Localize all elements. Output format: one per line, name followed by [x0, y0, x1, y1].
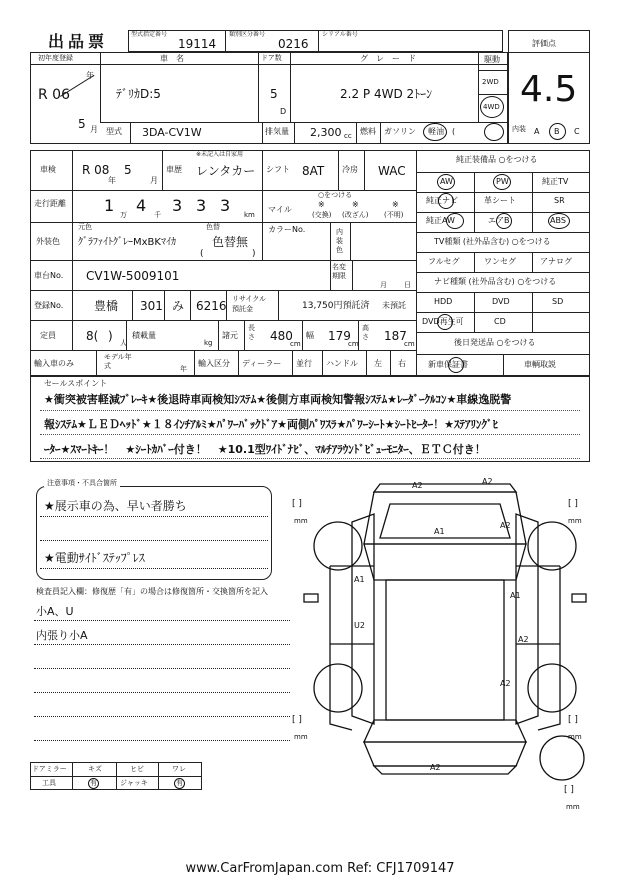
damage-a2-front-left: A2 [412, 481, 423, 490]
legend-scratch: キズ [88, 765, 102, 773]
interior-c: C [574, 127, 580, 136]
mileage-tamper: (改ざん) [342, 211, 369, 219]
fuel-gasoline: ガソリン [384, 127, 416, 136]
damage-a2-right-rear: A2 [500, 679, 511, 688]
navi-sd: SD [552, 297, 564, 306]
navi-dvd-player-circle [437, 314, 453, 330]
reg-class: 301 [140, 299, 163, 313]
inspection-year-unit: 年 [108, 176, 116, 185]
score-label: 評価点 [532, 39, 556, 48]
navi-dvd: DVD [492, 297, 510, 306]
mileage-circle-note: ○をつける [318, 191, 353, 199]
legend-tools-present: 有 [90, 779, 97, 787]
color-change-value: 色替無 [212, 235, 249, 249]
navi-hdd: HDD [434, 297, 453, 306]
length-label: 長さ [248, 324, 255, 341]
equip-abs: ABS [550, 216, 566, 225]
damage-a2-rear-bumper: A2 [430, 763, 441, 772]
door-count: 5 [270, 87, 278, 101]
grade-value: 2.2 P 4WD 2ﾄｰﾝ [340, 87, 433, 101]
recycle-label: リサイクル預託金 [232, 295, 267, 313]
displacement-label: 排気量 [265, 127, 289, 136]
reg-kana: み [172, 299, 185, 313]
diagram-rear-glass [364, 720, 526, 742]
docs-warranty-circle [448, 357, 464, 373]
equip-airbag-circle [496, 213, 512, 229]
sales-label: セールスポイント [44, 379, 108, 388]
sales-line-3: ｰﾀｰ★ｽﾏｰﾄｷｰ！ ★ｼｰﾄｶﾊﾞｰ付き！ ★10.1型ﾜｲﾄﾞﾅﾋﾞ、ﾏﾙﾁｱﾗｳﾝﾄﾞﾋﾞｭｰﾓﾆﾀｰ、ＥＴＣ付き！ [44, 443, 486, 456]
model-code: 3DA-CV1W [142, 126, 202, 139]
equip-navi-circle [438, 193, 454, 209]
import-type-label: 輸入区分 [198, 359, 230, 368]
model-year-unit: 年 [180, 365, 187, 373]
reg-label: 登録No. [34, 301, 64, 310]
tread-fl-mm: mm [294, 517, 308, 525]
drive-2wd: 2WD [482, 78, 499, 86]
tv-oneseg: ワンセグ [484, 257, 516, 266]
shift-value: 8AT [302, 164, 325, 178]
fuel-paren: ( [452, 127, 456, 136]
import-label: 輸入車のみ [34, 359, 74, 368]
tv-type-title: TV種類 (社外品含む) ○をつける [434, 237, 551, 246]
serial-label: シリアル番号 [322, 31, 358, 38]
diagram-windshield [364, 544, 526, 580]
tv-analog: アナログ [540, 257, 572, 266]
diagram-hood [364, 492, 526, 544]
reg-city: 豊橋 [94, 299, 119, 313]
fuel-diesel-circle [423, 123, 447, 141]
sales-line-2: 報ｼｽﾃﾑ★ＬＥＤﾍｯﾄﾞ★１８ｲﾝﾁｱﾙﾐ★ﾊﾟﾜｰﾊﾞｯｸﾄﾞｱ★両側ﾊﾟﾜｽﾗ★ﾊﾟﾜｰｼｰﾄ★ｼｰﾄﾋｰﾀｰ！★ｽﾃｱﾘﾝｸﾞﾋ [44, 418, 499, 431]
name-change-label: 名変期限 [332, 263, 346, 280]
capacity-value: 8( [86, 329, 99, 343]
legend-jack-circle [174, 778, 185, 789]
color-paren-right: ) [252, 249, 256, 259]
door-type: D [280, 107, 287, 116]
legend-broken: ワレ [172, 765, 186, 773]
width-label: 幅 [306, 331, 314, 340]
sales-line-1: ★衝突被害軽減ﾌﾞﾚｰｷ★後退時車両検知ｼｽﾃﾑ★後側方車両検知警報ｼｽﾃﾑ★ﾚｰﾀﾞｰｸﾙｺﾝ★車線逸脱警 [44, 393, 512, 406]
inspector-line-1: 小A、U [36, 605, 74, 618]
inspection-label: 車検 [40, 165, 56, 174]
legend-jack: ジャッキ [120, 779, 148, 787]
color-label: 外装色 [36, 237, 60, 246]
tread-rr-mm: mm [568, 733, 582, 741]
inspector-label: 検査員記入欄：修復歴「有」の場合は修復箇所・交換箇所を記入 [36, 587, 268, 596]
docs-manual: 車輌取説 [524, 360, 556, 369]
height-value: 187 [384, 329, 407, 343]
damage-a1-hood: A1 [434, 527, 445, 536]
orig-color-label: 元色 [78, 223, 92, 231]
diagram-roof [386, 580, 504, 720]
diagram-spare-tire [540, 733, 584, 780]
drive-4wd: 4WD [483, 103, 500, 111]
navi-cd: CD [494, 317, 506, 326]
color-change-label: 色替 [206, 223, 220, 231]
first-reg-month: 5 [78, 117, 86, 131]
car-name-label: 車 名 [160, 54, 184, 63]
capacity-label: 定員 [40, 331, 56, 340]
notes-line-1: ★展示車の為、早い者勝ち [44, 499, 187, 513]
equip-leather: 革シート [484, 196, 516, 205]
damage-a1-right: A1 [510, 591, 521, 600]
tread-rl-mm: mm [294, 733, 308, 741]
length-cm: cm [290, 340, 301, 348]
diagram-right-front-fender [516, 514, 538, 724]
displacement-unit: cc [344, 132, 352, 140]
diagram-hood-inner [380, 504, 510, 538]
equip-navi: 純正ナビ [426, 196, 458, 205]
equip-aw2: 純正AW [426, 216, 455, 225]
damage-a2-right-front: A2 [500, 521, 511, 530]
equip-abs-circle [548, 213, 570, 229]
sheet-title: 出品票 [48, 32, 109, 51]
navi-dvd-player: DVD再生可 [422, 317, 464, 326]
self-use-note: ※未記入は自家用 [196, 151, 244, 158]
category-number: 0216 [278, 37, 309, 51]
interior-b: B [554, 127, 560, 136]
name-change-month: 月 [380, 281, 387, 289]
legend-tools: 工具 [42, 779, 56, 787]
ac-label: 冷房 [342, 165, 358, 174]
damage-a2-front-right: A2 [482, 477, 493, 486]
diagram-left-side [330, 566, 352, 730]
usage-value: レンタカー [196, 164, 256, 178]
damage-u2-left: U2 [354, 621, 365, 630]
first-reg-year-unit: 年 [86, 71, 94, 80]
interior-a: A [534, 127, 540, 136]
fuel-diesel: 軽油 [428, 127, 444, 136]
handle-label: ハンドル [326, 359, 358, 368]
tread-rl-bracket: [ ] [292, 715, 302, 725]
height-label: 高さ [362, 324, 369, 341]
recycle-amount: 13,750円預託済 [302, 301, 370, 311]
diagram-left-front-fender [352, 514, 374, 724]
mileage-label: 走行距離 [34, 199, 66, 208]
mileage-unknown: (不明) [384, 211, 404, 219]
car-damage-diagram [290, 474, 600, 814]
damage-a2-right-mid: A2 [518, 635, 529, 644]
chassis-label: 車台No. [34, 271, 64, 280]
inspection-month-unit: 月 [150, 176, 158, 185]
mileage-digit-4: 3 [196, 196, 207, 215]
capacity-person: 人 [120, 339, 127, 347]
legend-crack: ヒビ [130, 765, 144, 773]
mileage-km: km [244, 211, 255, 219]
equip-aw-circle [437, 174, 455, 190]
mileage-sen: 千 [154, 211, 161, 219]
ac-value: WAC [378, 164, 406, 178]
grade-label: グ レ ー ド [360, 54, 416, 63]
mileage-tamper-mark: ※ [352, 200, 359, 209]
mileage-exchange-mark: ※ [318, 200, 325, 209]
drive-4wd-circle [480, 96, 504, 118]
color-paren-left: ( [200, 249, 204, 259]
model-type-label: 型式指定番号 [131, 31, 168, 38]
mileage-digit-3: 3 [172, 196, 183, 215]
tv-fullseg: フルセグ [428, 257, 460, 266]
equip-sr: SR [554, 196, 565, 205]
inspection-month: 5 [124, 163, 132, 177]
diagram-tire-front-left [314, 522, 362, 570]
width-value: 179 [328, 329, 351, 343]
diagram-tire-rear-right [528, 664, 576, 712]
legend-tools-circle [88, 778, 99, 789]
mileage-digit-1: 1 [104, 196, 115, 215]
reg-number: 6216 [196, 299, 227, 313]
import-dealer: ディーラー [242, 359, 282, 368]
equip-airbag: エアB [488, 216, 510, 225]
legend-jack-present: 有 [176, 779, 183, 787]
name-change-day: 日 [404, 281, 411, 289]
chassis-number: CV1W-5009101 [86, 269, 180, 283]
mileage-mile: マイル [268, 205, 292, 214]
inspector-line-2: 内張り小A [36, 629, 88, 642]
model-type-number: 19114 [178, 37, 217, 51]
diagram-tire-front-right [528, 522, 576, 570]
mileage-exchange: (交換) [312, 211, 332, 219]
interior-color-label: 内装色 [336, 228, 343, 254]
footer-reference: www.CarFromJapan.com Ref: CFJ1709147 [185, 861, 455, 876]
diagram-right-mirror [572, 594, 586, 602]
mileage-unknown-mark: ※ [392, 200, 399, 209]
diagram-right-side [538, 566, 560, 730]
car-name: ﾃﾞﾘｶD:5 [116, 87, 161, 101]
shift-label: シフト [266, 165, 290, 174]
fuel-label: 燃料 [360, 127, 376, 136]
category-label: 類別区分番号 [229, 31, 266, 38]
tread-fr-bracket: [ ] [568, 499, 578, 509]
drive-label: 駆動 [484, 55, 500, 64]
load-label: 積載量 [132, 331, 156, 340]
tread-spare-mm: mm [566, 803, 580, 811]
diagram-rear-bumper [374, 763, 516, 774]
tread-fr-mm: mm [568, 517, 582, 525]
equip-aw: AW [440, 177, 453, 186]
legend-door-mirror: ドアミラー [32, 765, 67, 773]
tread-fl-bracket: [ ] [292, 499, 302, 509]
equip-pw: PW [496, 177, 509, 186]
handle-left: 左 [374, 359, 382, 368]
equip-tv: 純正TV [542, 177, 569, 186]
interior-label: 内装 [512, 125, 526, 133]
tread-rr-bracket: [ ] [568, 715, 578, 725]
recycle-unpaid: 未預託 [382, 301, 406, 310]
first-reg-label: 初年度登録 [38, 54, 73, 62]
fuel-other-circle [484, 123, 504, 141]
exterior-color: ｸﾞﾗﾌｧｲﾄｸﾞﾚｰMxBKﾏｲｶ [78, 237, 176, 248]
first-reg-year: R 06 [38, 87, 70, 103]
diagram-left-mirror [304, 594, 318, 602]
dims-label: 諸元 [222, 331, 238, 340]
mileage-digit-5: 3 [220, 196, 231, 215]
mileage-man: 万 [120, 211, 127, 219]
first-reg-month-unit: 月 [90, 125, 98, 134]
navi-type-title: ナビ種類 (社外品含む) ○をつける [434, 277, 557, 286]
load-kg: kg [204, 339, 213, 347]
length-value: 480 [270, 329, 293, 343]
notes-line-2: ★電動ｻｲﾄﾞｽﾃｯﾌﾟﾚｽ [44, 551, 145, 565]
evaluation-score: 4.5 [520, 69, 578, 110]
handle-right: 右 [398, 359, 406, 368]
tread-spare-bracket: [ ] [564, 785, 574, 795]
doors-label: ドア数 [261, 54, 282, 62]
docs-title: 後日発送品 ○をつける [454, 338, 536, 347]
diagram-tire-rear-left [314, 664, 362, 712]
color-code-label: カラーNo. [268, 225, 306, 234]
equip-aw2-circle [446, 213, 464, 229]
model-year-label: モデル年式 [104, 353, 132, 370]
docs-warranty: 新車保証書 [428, 360, 468, 369]
interior-b-circle [549, 123, 566, 140]
equipment-title: 純正装備品 ○をつける [456, 155, 538, 164]
diagram-back-door [364, 742, 526, 766]
import-parallel: 並行 [296, 359, 312, 368]
capacity-paren-close: ) [108, 329, 113, 343]
mileage-digit-2: 4 [136, 196, 147, 215]
damage-a1-left: A1 [354, 575, 365, 584]
width-cm: cm [348, 340, 359, 348]
height-cm: cm [404, 340, 415, 348]
notes-label: 注意事項・不具合箇所 [44, 480, 120, 487]
usage-label: 車歴 [166, 165, 182, 174]
displacement-value: 2,300 [310, 126, 342, 139]
model-label: 型式 [106, 127, 122, 136]
inspection-value: R 08 [82, 163, 110, 177]
equip-pw-circle [493, 174, 511, 190]
